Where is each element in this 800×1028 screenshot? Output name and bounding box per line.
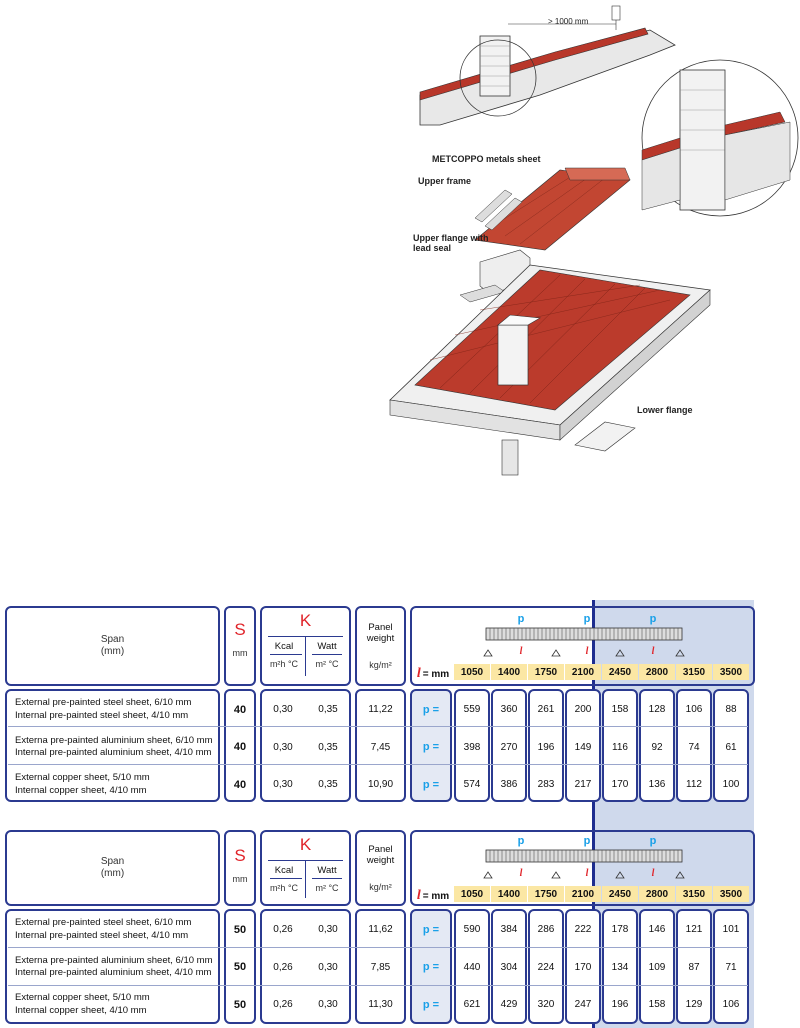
load-value: 590	[463, 924, 481, 936]
span-header-box	[5, 606, 220, 686]
s-unit: mm	[232, 874, 248, 884]
main-roof-drawing	[390, 265, 710, 475]
panel-weight-value: 7,85	[370, 961, 391, 973]
span-1750: 1750	[528, 664, 564, 680]
s-symbol: S	[234, 846, 246, 865]
detail-zoom-drawing	[642, 60, 798, 216]
span-l-marker-2: l	[585, 645, 589, 657]
weight-label: weight	[366, 633, 395, 644]
load-value: 200	[574, 704, 592, 716]
load-value: 304	[500, 961, 518, 973]
load-value: 101	[722, 924, 740, 936]
span-l-marker-1: l	[519, 645, 523, 657]
span-3150: 3150	[676, 886, 712, 902]
kcal-unit: m²h °C	[269, 883, 299, 893]
load-value: 398	[463, 741, 481, 753]
load-value: 88	[725, 704, 737, 716]
load-value: 196	[537, 741, 555, 753]
span-1400: 1400	[491, 886, 527, 902]
material-internal: Internal copper sheet, 4/10 mm	[15, 1004, 147, 1016]
material-row-label	[5, 949, 220, 987]
load-value: 261	[537, 704, 555, 716]
load-value: 61	[725, 741, 737, 753]
l-symbol: l	[416, 666, 421, 681]
span-l-marker-3: l	[651, 867, 655, 879]
load-value: 116	[612, 741, 628, 753]
watt-value: 0,35	[318, 779, 338, 791]
k-header-box	[260, 606, 351, 686]
load-value: 112	[686, 779, 702, 791]
weight-label: weight	[366, 855, 395, 866]
lower-flange-label: Lower flange	[637, 405, 693, 415]
load-value: 574	[463, 779, 481, 791]
p-label: p =	[422, 703, 440, 716]
load-value: 621	[463, 999, 481, 1011]
span-l-marker-3: l	[651, 645, 655, 657]
kcal-value: 0,30	[273, 779, 293, 791]
material-internal: Internal pre-painted steel sheet, 4/10 mm	[15, 929, 189, 941]
load-value: 136	[648, 779, 666, 791]
span-3500: 3500	[713, 664, 749, 680]
thickness-value: 50	[233, 923, 247, 936]
load-value: 87	[688, 961, 700, 973]
s-unit: mm	[232, 648, 248, 658]
material-external: Externa pre-painted aluminium sheet, 6/10 mm	[15, 734, 213, 746]
p-label: p =	[422, 998, 440, 1011]
material-internal: Internal pre-painted steel sheet, 4/10 mm	[15, 709, 189, 721]
metal-sheet-drawing	[475, 168, 630, 250]
load-p-marker-1: p	[517, 613, 525, 625]
load-value: 178	[611, 924, 629, 936]
metals-sheet-label: METCOPPO metals sheet	[432, 154, 541, 164]
load-value: 360	[500, 704, 518, 716]
thickness-value: 40	[233, 741, 247, 754]
roof-installation-illustration	[380, 0, 800, 500]
kcal-value: 0,26	[273, 999, 293, 1011]
span-header-box	[5, 830, 220, 906]
thickness-value: 40	[233, 778, 247, 791]
lower-flange-drawing	[575, 422, 635, 451]
load-value: 386	[500, 779, 518, 791]
span-2450: 2450	[602, 664, 638, 680]
upper-flange-label-line1: Upper flange with	[413, 233, 489, 243]
watt-value: 0,30	[318, 999, 338, 1011]
p-label: p =	[422, 741, 440, 754]
watt-value: 0,30	[318, 961, 338, 973]
thickness-value: 50	[233, 998, 247, 1011]
load-value: 320	[537, 999, 555, 1011]
span-1750: 1750	[528, 886, 564, 902]
p-label: p =	[422, 778, 440, 791]
span-3150: 3150	[676, 664, 712, 680]
kcal-label: Kcal	[274, 640, 294, 652]
span-3500: 3500	[713, 886, 749, 902]
p-label: p =	[422, 961, 440, 974]
load-value: 92	[651, 741, 663, 753]
load-value: 71	[725, 961, 737, 973]
load-value: 146	[648, 924, 666, 936]
kcal-value: 0,26	[273, 961, 293, 973]
s-header-box	[224, 830, 256, 906]
panel-label: Panel	[368, 843, 393, 855]
k-header-box	[260, 830, 351, 906]
load-value: 222	[574, 924, 592, 936]
p-label: p =	[422, 923, 440, 936]
material-external: External pre-painted steel sheet, 6/10 mm	[15, 917, 192, 929]
material-row-label	[5, 766, 220, 804]
material-row-label	[5, 729, 220, 767]
panel-weight-value: 11,30	[368, 999, 393, 1011]
span-unit: (mm)	[100, 646, 125, 657]
span-header: Span	[100, 856, 125, 867]
load-value: 129	[685, 999, 703, 1011]
span-2100: 2100	[565, 664, 601, 680]
span-l-marker-2: l	[585, 867, 589, 879]
material-internal: Internal pre-painted aluminium sheet, 4/10 mm	[15, 967, 212, 979]
span-2450: 2450	[602, 886, 638, 902]
load-value: 283	[537, 779, 555, 791]
watt-unit: m² °C	[315, 883, 339, 893]
load-value: 384	[500, 924, 518, 936]
material-internal: Internal pre-painted aluminium sheet, 4/10 mm	[15, 747, 212, 759]
span-l-marker-1: l	[519, 867, 523, 879]
load-value: 109	[648, 961, 666, 973]
load-value: 158	[611, 704, 629, 716]
material-external: Externa pre-painted aluminium sheet, 6/10 mm	[15, 954, 213, 966]
k-symbol: K	[299, 611, 312, 630]
span-2800: 2800	[639, 886, 675, 902]
thickness-value: 40	[233, 703, 247, 716]
upper-frame-label: Upper frame	[418, 176, 472, 186]
panel-weight-value: 11,62	[368, 924, 393, 936]
watt-value: 0,30	[318, 924, 338, 936]
thickness-value: 50	[233, 961, 247, 974]
load-value: 170	[574, 961, 592, 973]
load-value: 74	[688, 741, 700, 753]
watt-label: Watt	[317, 864, 337, 876]
material-external: External pre-painted steel sheet, 6/10 mm	[15, 697, 192, 709]
load-value: 149	[574, 741, 592, 753]
load-value: 134	[611, 961, 629, 973]
panel-weight-value: 7,45	[370, 741, 391, 753]
l-unit: = mm	[422, 668, 450, 680]
kcal-value: 0,30	[273, 741, 293, 753]
load-p-marker-3: p	[649, 835, 657, 847]
kcal-label: Kcal	[274, 864, 294, 876]
l-symbol: l	[416, 888, 421, 903]
material-external: External copper sheet, 5/10 mm	[15, 772, 150, 784]
load-value: 170	[611, 779, 629, 791]
kcal-value: 0,26	[273, 924, 293, 936]
panel-weight-header-box	[355, 830, 406, 906]
panel-label: Panel	[368, 621, 393, 633]
material-row-label	[5, 691, 220, 729]
s-symbol: S	[234, 620, 246, 639]
watt-value: 0,35	[318, 741, 338, 753]
load-p-marker-2: p	[583, 835, 591, 847]
span-header: Span	[100, 634, 125, 645]
load-value: 121	[685, 924, 703, 936]
s-header-box	[224, 606, 256, 686]
kcal-unit: m²h °C	[269, 659, 299, 669]
span-1050: 1050	[454, 886, 490, 902]
panel-weight-value: 11,22	[368, 704, 393, 716]
kcal-value: 0,30	[273, 704, 293, 716]
dimension-label: > 1000 mm	[548, 17, 589, 26]
material-internal: Internal copper sheet, 4/10 mm	[15, 784, 147, 796]
watt-value: 0,35	[318, 704, 338, 716]
panel-weight-unit: kg/m²	[369, 882, 392, 892]
load-p-marker-3: p	[649, 613, 657, 625]
upper-flange-label-line2: lead seal	[413, 243, 452, 253]
span-1400: 1400	[491, 664, 527, 680]
material-external: External copper sheet, 5/10 mm	[15, 992, 150, 1004]
load-p-marker-2: p	[583, 613, 591, 625]
load-value: 158	[648, 999, 666, 1011]
material-row-label	[5, 986, 220, 1024]
l-unit: = mm	[422, 890, 450, 902]
load-value: 247	[574, 999, 592, 1011]
k-symbol: K	[299, 835, 312, 854]
load-value: 106	[722, 999, 740, 1011]
load-value: 270	[500, 741, 518, 753]
span-2800: 2800	[639, 664, 675, 680]
load-p-marker-1: p	[517, 835, 525, 847]
watt-unit: m² °C	[315, 659, 339, 669]
panel-weight-header-box	[355, 606, 406, 686]
load-value: 286	[537, 924, 555, 936]
panel-weight-unit: kg/m²	[369, 660, 392, 670]
span-2100: 2100	[565, 886, 601, 902]
span-1050: 1050	[454, 664, 490, 680]
span-unit: (mm)	[100, 868, 125, 879]
material-row-label	[5, 911, 220, 949]
load-value: 217	[574, 779, 592, 791]
watt-label: Watt	[317, 640, 337, 652]
load-value: 440	[463, 961, 481, 973]
load-value: 559	[463, 704, 481, 716]
load-value: 196	[611, 999, 629, 1011]
panel-weight-value: 10,90	[367, 779, 394, 791]
load-value: 128	[648, 704, 666, 716]
load-value: 224	[537, 961, 555, 973]
load-value: 106	[685, 704, 703, 716]
load-value: 100	[722, 779, 740, 791]
load-value: 429	[500, 999, 518, 1011]
